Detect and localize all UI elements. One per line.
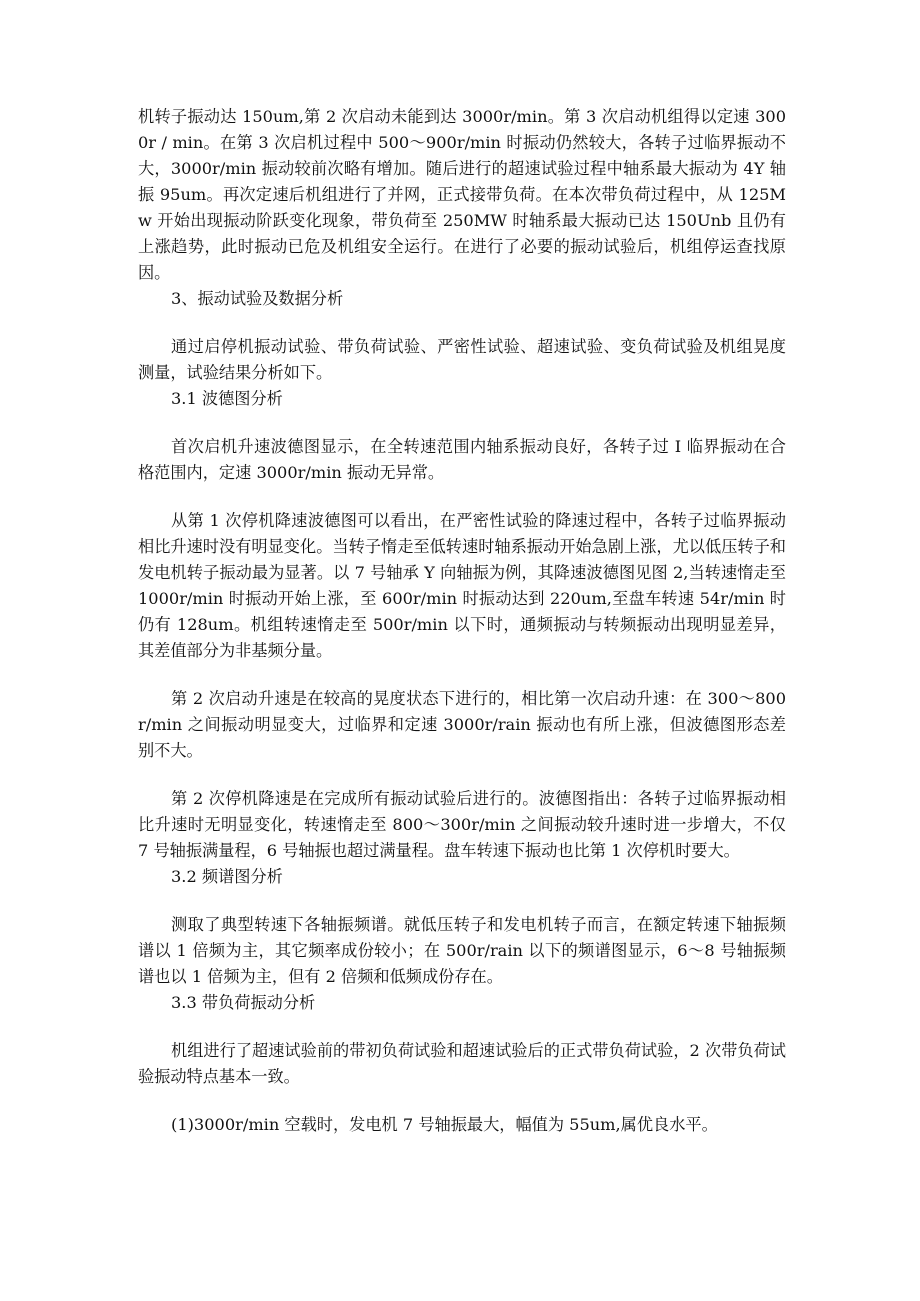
section-heading-vibration-tests: 3、振动试验及数据分析 xyxy=(171,289,344,308)
paragraph-second-startup-bode: 第 2 次启动升速是在较高的晃度状态下进行的，相比第一次启动升速：在 300～800r/min 之间振动明显变大，过临界和定速 3000r/rain 振动也有所上涨，但波德图形态差别不大。 xyxy=(138,689,786,760)
paragraph-no-load-vibration: (1)3000r/min 空载时，发电机 7 号轴振最大，幅值为 55um,属优良水平。 xyxy=(171,1115,718,1134)
document-page xyxy=(138,104,786,1138)
paragraph-second-shutdown-bode: 第 2 次停机降速是在完成所有振动试验后进行的。波德图指出：各转子过临界振动相比升速时无明显变化，转速惰走至 800～300r/min 之间振动较升速时进一步增大，不仅 7 号轴振满量程，6 号轴振也超过满量程。盘车转速下振动也比第 1 次停机时要大。 xyxy=(138,789,786,860)
paragraph-vibration-history: 机转子振动达 150um,第 2 次启动未能到达 3000r/min。第 3 次启动机组得以定速 3000r / min。在第 3 次启机过程中 500～900r/min 时振动仍然较大，各转子过临界振动不大，3000r/min 振动较前次略有增加。随后进行的超速试验过程中轴系最大振动为 4Y 轴振 95um。再次定速后机组进行了并网，正式接带负荷。在本次带负荷过程中，从 125Mw 开始出现振动阶跃变化现象，带负荷至 250MW 时轴系最大振动已达 150Unb 且仍有上涨趋势，此时振动已危及机组安全运行。在进行了必要的振动试验后，机组停运查找原因。 xyxy=(138,107,786,282)
paragraph-test-overview: 通过启停机振动试验、带负荷试验、严密性试验、超速试验、变负荷试验及机组晃度测量，试验结果分析如下。 xyxy=(138,337,786,382)
section-heading-bode-analysis: 3.1 波德图分析 xyxy=(171,389,283,408)
section-heading-spectrum-analysis: 3.2 频谱图分析 xyxy=(171,867,283,886)
section-heading-load-vibration: 3.3 带负荷振动分析 xyxy=(171,993,316,1012)
paragraph-first-shutdown-bode: 从第 1 次停机降速波德图可以看出，在严密性试验的降速过程中，各转子过临界振动相比升速时没有明显变化。当转子惰走至低转速时轴系振动开始急剧上涨，尤以低压转子和发电机转子振动最为显著。以 7 号轴承 Y 向轴振为例，其降速波德图见图 2,当转速惰走至 1000r/min 时振动开始上涨，至 600r/min 时振动达到 220um,至盘车转速 54r/min 时仍有 128um。机组转速惰走至 500r/min 以下时，通频振动与转频振动出现明显差异，其差值部分为非基频分量。 xyxy=(138,511,786,660)
paragraph-load-tests: 机组进行了超速试验前的带初负荷试验和超速试验后的正式带负荷试验，2 次带负荷试验振动特点基本一致。 xyxy=(138,1041,786,1086)
paragraph-spectrum-results: 测取了典型转速下各轴振频谱。就低压转子和发电机转子而言，在额定转速下轴振频谱以 1 倍频为主，其它频率成份较小；在 500r/rain 以下的频谱图显示，6～8 号轴振频谱也以 1 倍频为主，但有 2 倍频和低频成份存在。 xyxy=(138,915,786,986)
paragraph-first-startup-bode: 首次启机升速波德图显示，在全转速范围内轴系振动良好，各转子过 I 临界振动在合格范围内，定速 3000r/min 振动无异常。 xyxy=(138,437,786,482)
